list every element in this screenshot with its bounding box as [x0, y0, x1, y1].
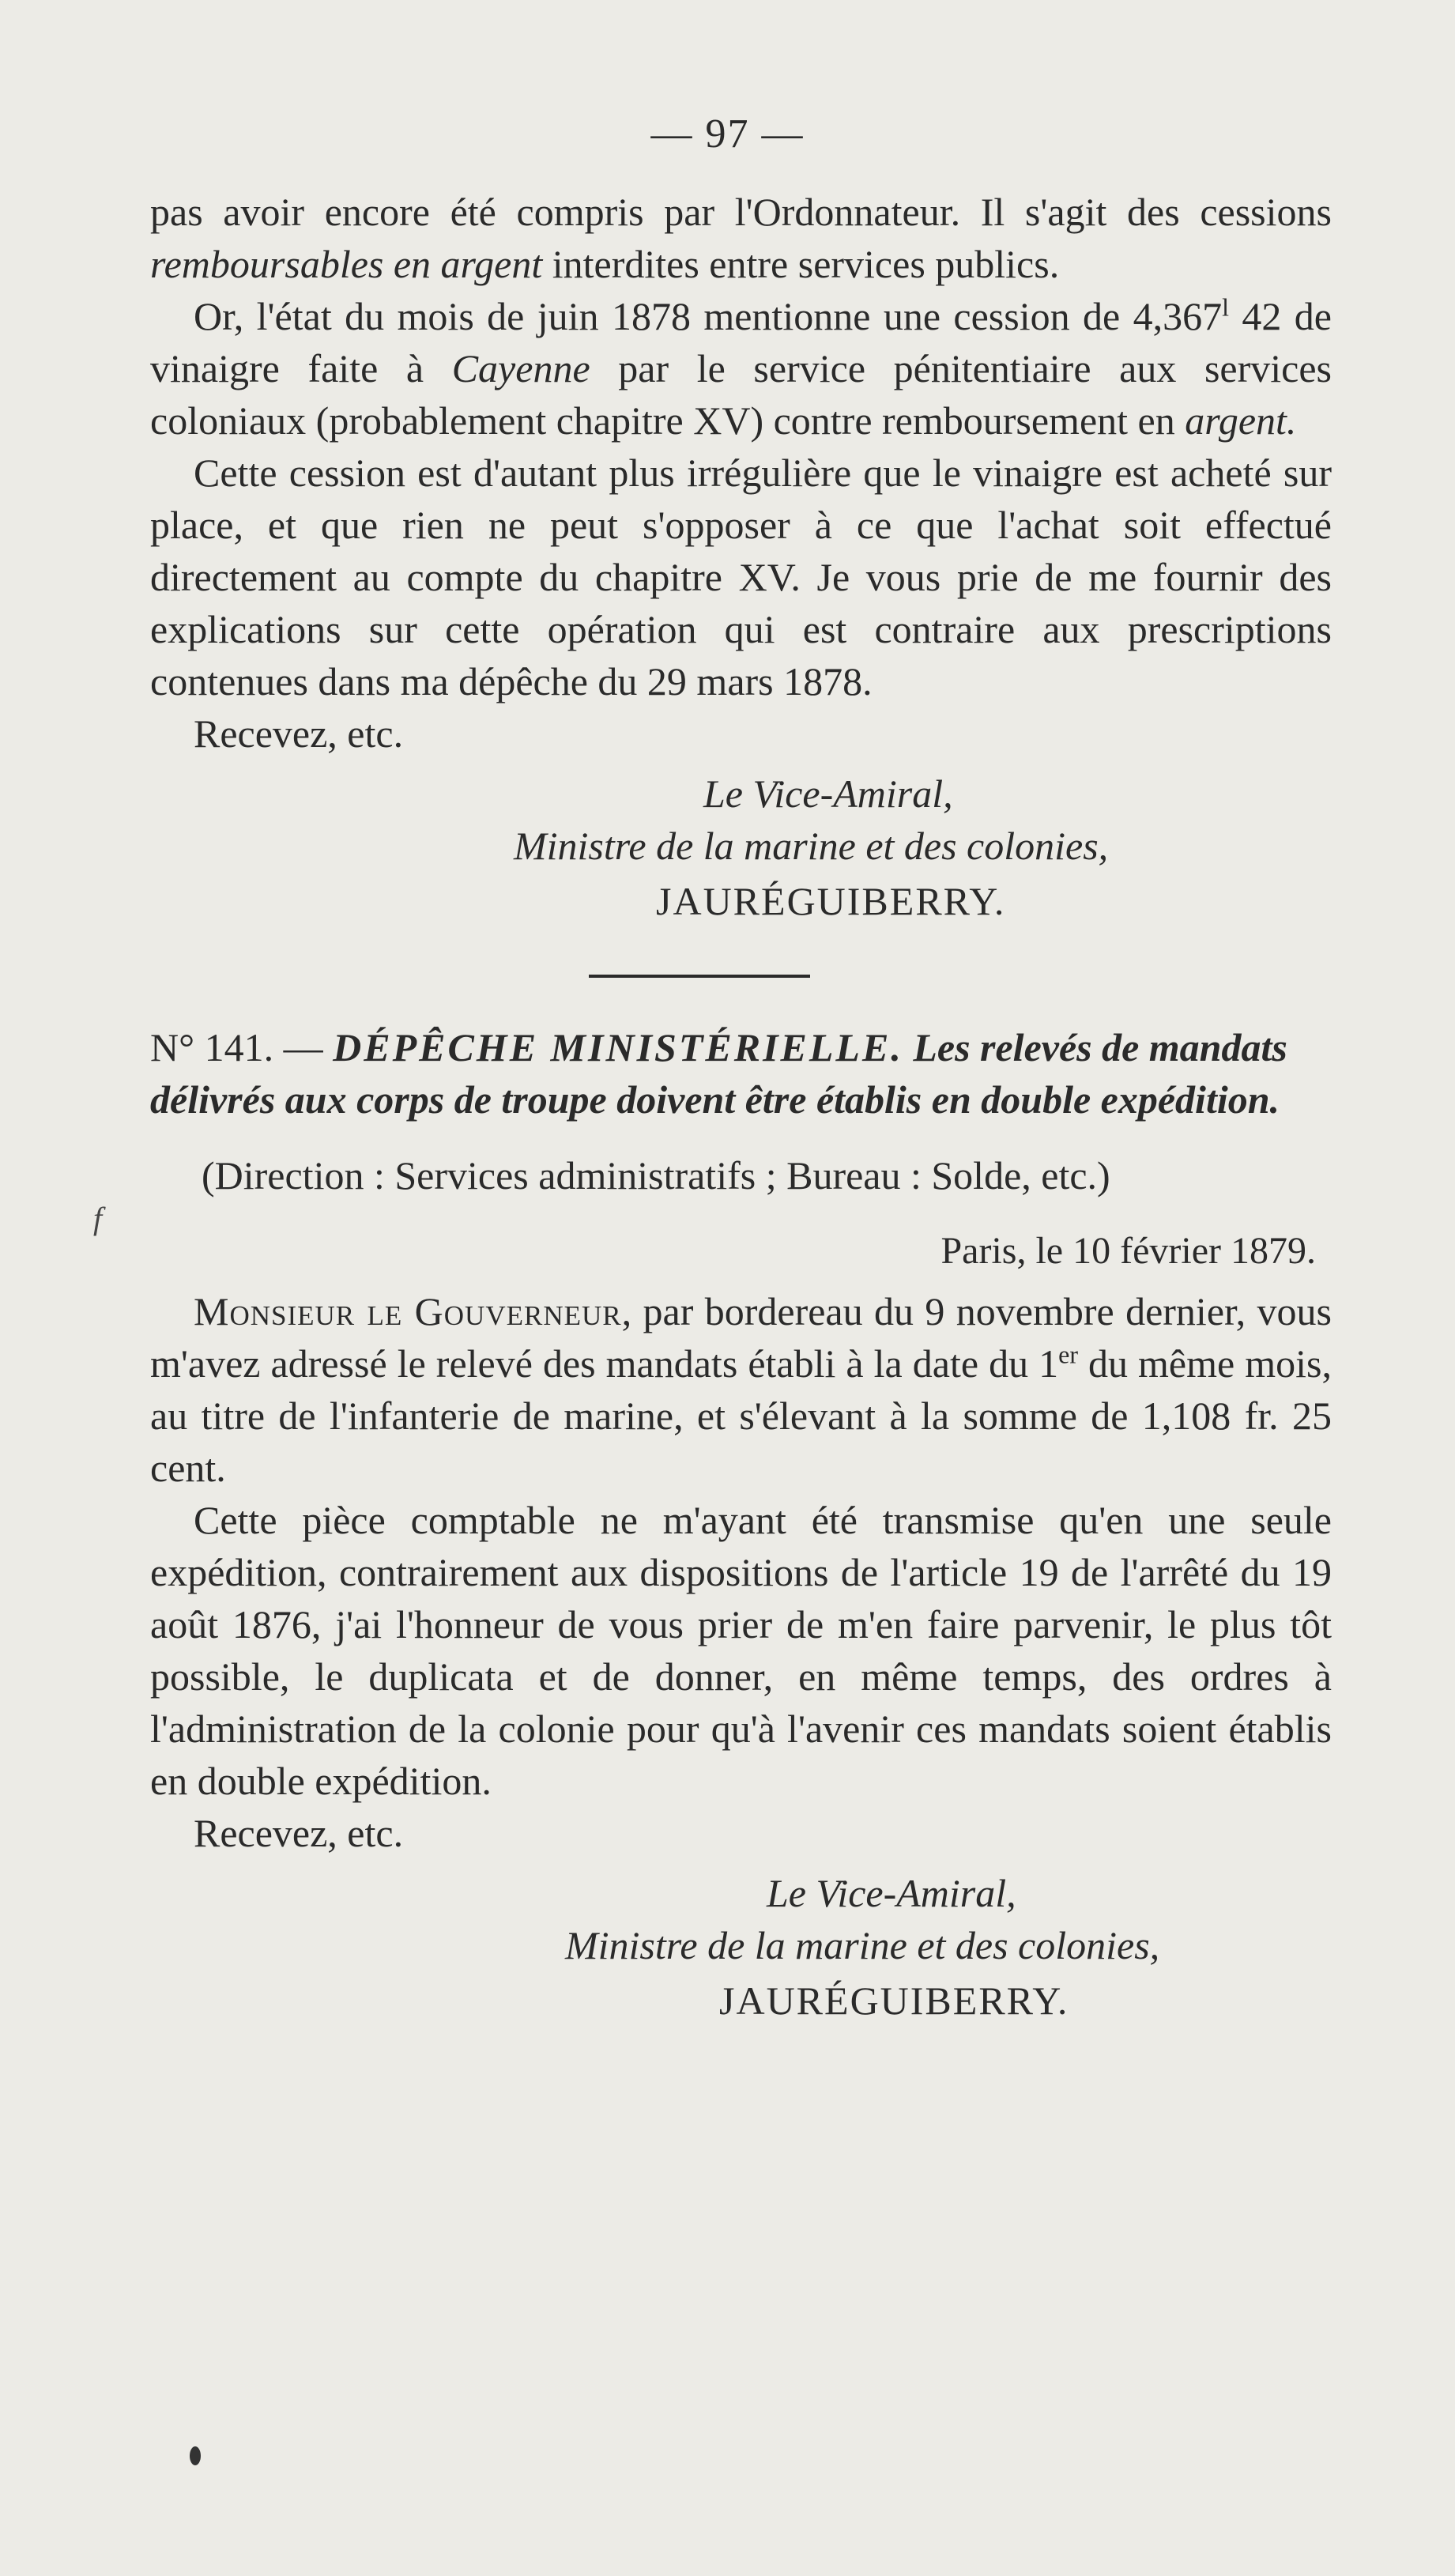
page-number: — 97 — [650, 111, 805, 157]
text-column [150, 186, 1332, 2027]
dispatch-dateline: Paris, le 10 février 1879. [940, 1230, 1316, 1272]
dispatch-subject: Les relevés de mandats délivrés aux corps de troupe doivent être établis en double expédition. [150, 1025, 1287, 1122]
dispatch-number: N° 141. [150, 1025, 274, 1069]
dispatch-title: DÉPÊCHE MINISTÉRIELLE. [333, 1025, 903, 1069]
margin-annotation: f [93, 1201, 103, 1236]
ink-dot-mark [190, 2446, 201, 2465]
paragraph-duplicate-request: Cette pièce comptable ne m'ayant été transmise qu'en une seule expédition, contrairement aux dispositions de l'article 19 de l'arrêté du 19 août 1876, j'ai l'honneur de vous prier de m'en faire parvenir, le plus tôt possible, le duplicata et de donner, en même temps, des ordres à l'administration de la colonie pour qu'à l'avenir ces mandats soient établis en double expédition. [150, 1498, 1332, 1803]
signature-name-2: JAURÉGUIBERRY. [719, 1978, 1069, 2023]
paragraph-irregular-cession: Cette cession est d'autant plus irrégulière que le vinaigre est acheté sur place, et que rien ne peut s'opposer à ce que l'achat soit effectué directement au compte du chapitre XV. Je vous prie de me fournir des explications sur cette opération qui est contraire aux prescriptions contenues dans ma dépêche du 29 mars 1878. [150, 451, 1332, 703]
closing-formula-2: Recevez, etc. [194, 1811, 404, 1855]
signature-role: Ministre de la marine et des colonies, [514, 824, 1109, 868]
paragraph-vinegar-cession: Or, l'état du mois de juin 1878 mentionne une cession de 4,367$^l$ 42 de vinaigre faite à Cayenne par le service pénitentiaire aux services coloniaux (probablement chapitre XV) contre remboursement en argent. [150, 292, 1332, 443]
salutation: Monsieur le Gouverneur [194, 1289, 622, 1333]
dispatch-heading: N° 141. — DÉPÊCHE MINISTÉRIELLE. Les relevés de mandats délivrés aux corps de troupe doivent être établis en double expédition. [150, 1025, 1287, 1122]
section-divider [589, 975, 810, 978]
signature-title: Le Vice-Amiral, [703, 771, 953, 816]
signature-title-2: Le Vice-Amiral, [767, 1871, 1016, 1915]
paragraph-bordereau: Monsieur le Gouverneur, par bordereau du 9 novembre dernier, vous m'avez adressé le relevé des mandats établi à la date du 1er du même mois, au titre de l'infanterie de marine, et s'élevant à la somme de 1,108 fr. 25 cent. [150, 1289, 1332, 1490]
signature-role-2: Ministre de la marine et des colonies, [565, 1923, 1160, 1967]
signature-name: JAURÉGUIBERRY. [656, 879, 1006, 923]
paragraph-cessions: pas avoir encore été compris par l'Ordonnateur. Il s'agit des cessions remboursables en argent interdites entre services publics. [150, 190, 1332, 286]
dispatch-direction: (Direction : Services administratifs ; Bureau : Solde, etc.) [202, 1153, 1110, 1197]
closing-formula: Recevez, etc. [194, 711, 404, 756]
